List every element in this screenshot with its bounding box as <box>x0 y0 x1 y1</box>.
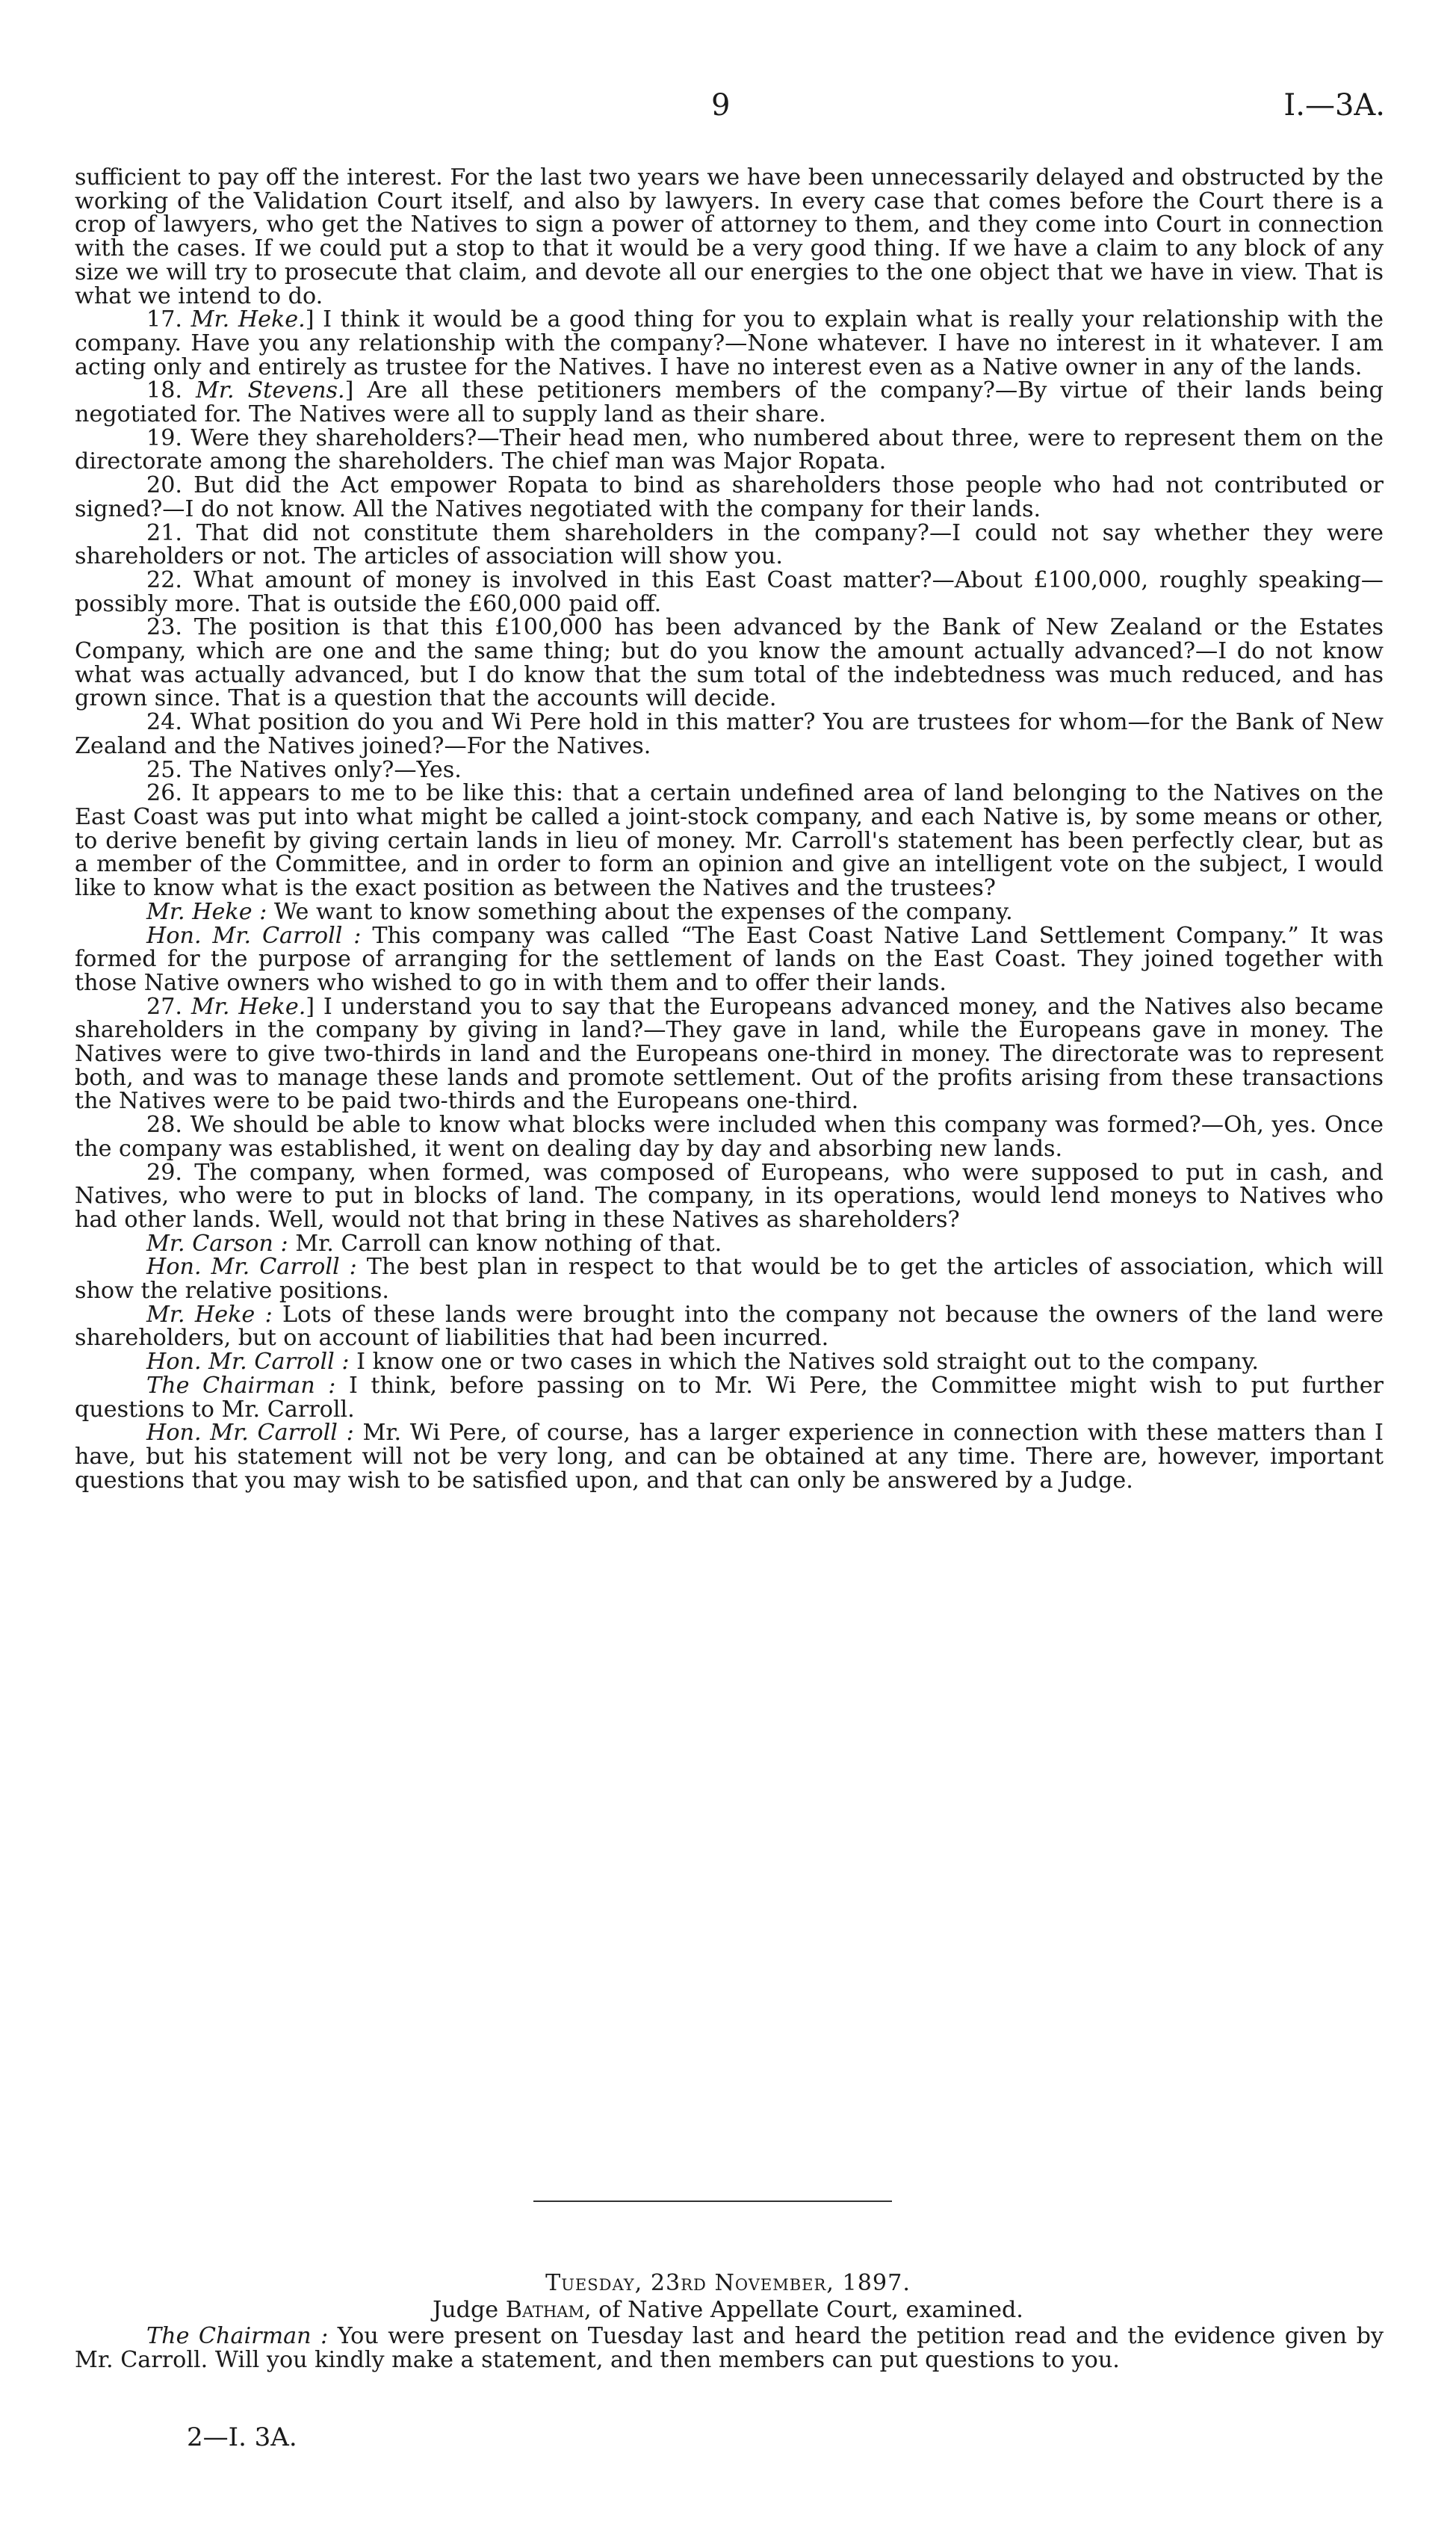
paragraph: Mr. Heke : We want to know something about the expenses of the company. <box>146 898 1013 925</box>
speaker-name: Mr. Stevens. <box>195 377 345 404</box>
paragraph: Hon. Mr. Carroll : Mr. Wi Pere, of course, has a larger experience in connection with these matters than I have, but his statement will not be very long, and can be obtained at any time. There are, however, important questions that you may wish to be satisfied upon, and that can only be answered by a Judge. <box>75 1420 1384 1494</box>
witness-heading: Judge Batham, of Native Appellate Court, examined. <box>433 2297 1023 2323</box>
paragraph: Hon. Mr. Carroll : This company was called “The East Coast Native Land Settlement Company.” It was formed for the purpose of arranging for the settlement of lands on the East Coast. They joined together with those Native owners who wished to go in with them and to offer their lands. <box>75 922 1384 996</box>
speaker-name: Mr. Heke. <box>190 993 306 1020</box>
speaker-name: Hon. Mr. Carroll : <box>146 1420 354 1447</box>
paragraph: 22. What amount of money is involved in this East Coast matter?—About £100,000, roughly speaking—possibly more. That is outside the £60,000 paid off. <box>75 566 1384 617</box>
paragraph: 20. But did the Act empower Ropata to bind as shareholders those people who had not contributed or signed?—I do not know. All the Natives negotiated with the company for their lands. <box>75 472 1384 522</box>
speaker-name: Mr. Heke : <box>146 898 267 925</box>
paragraph: 19. Were they shareholders?—Their head men, who numbered about three, were to represent them on the directorate among the shareholders. The chief man was Major Ropata. <box>75 424 1384 475</box>
paragraph: 27. Mr. Heke.] I understand you to say that the Europeans advanced money, and the Natives also became shareholders in the company by giving in land?—They gave in land, while the Europeans gave in money. The Natives were to give two-thirds in land and the Europeans one-third in money. The directorate was to represent both, and was to manage these lands and promote settlement. Out of the profits arising from these transactions the Natives were to be paid two-thirds and the Europeans one-third. <box>75 993 1384 1115</box>
paragraph: 28. We should be able to know what blocks were included when this company was formed?—Oh, yes. Once the company was established, it went on dealing day by day and absorbing new lands. <box>75 1112 1384 1162</box>
paragraph: Mr. Carson : Mr. Carroll can know nothing of that. <box>146 1230 722 1257</box>
signature-mark: 2—I. 3A. <box>187 2422 297 2452</box>
paragraph: 29. The company, when formed, was composed of Europeans, who were supposed to put in cash, and Natives, who were to put in blocks of land. The company, in its operations, would lend moneys to Natives who had other lands. Well, would not that bring in these Natives as shareholders? <box>75 1159 1384 1233</box>
paragraph: The Chairman : You were present on Tuesday last and heard the petition read and the evidence given by Mr. Carroll. Will you kindly make a statement, and then members can put questions to you. <box>75 2323 1384 2373</box>
document-reference: I.—3A. <box>1283 88 1385 123</box>
paragraph: Hon. Mr. Carroll : I know one or two cases in which the Natives sold straight out to the company. <box>146 1349 1260 1376</box>
paragraph: Hon. Mr. Carroll : The best plan in respect to that would be to get the articles of association, which will show the relative positions. <box>75 1254 1384 1305</box>
paragraph: Mr. Heke : Lots of these lands were brought into the company not because the owners of the land were shareholders, but on account of liabilities that had been incurred. <box>75 1301 1384 1352</box>
page-header <box>0 88 1456 133</box>
speaker-name: Hon. Mr. Carroll : <box>146 1349 350 1376</box>
speaker-name: Hon. Mr. Carroll : <box>146 1254 357 1281</box>
witness-name: Batham <box>505 2297 584 2323</box>
sitting-date-heading: Tuesday, 23rd November, 1897. <box>545 2270 911 2296</box>
page-number: 9 <box>711 88 731 123</box>
evidence-body <box>75 166 1384 1492</box>
paragraph: 18. Mr. Stevens.] Are all these petitioners members of the company?—By virtue of their lands being negotiated for. The Natives were all to supply land as their share. <box>75 377 1384 428</box>
paragraph: 17. Mr. Heke.] I think it would be a good thing for you to explain what is really your relationship with the company. Have you any relationship with the company?—None whatever. I have no interest in it whatever. I am acting only and entirely as trustee for the Natives. I have no interest even as a Native owner in any of the lands. <box>75 306 1384 380</box>
paragraph: sufficient to pay off the interest. For the last two years we have been unnecessarily delayed and obstructed by the working of the Validation Court itself, and also by lawyers. In every case that comes before the Court there is a crop of lawyers, who get the Natives to sign a power of attorney to them, and they come into Court in connection with the cases. If we could put a stop to that it would be a very good thing. If we have a claim to any block of any size we will try to prosecute that claim, and devote all our energies to the one object that we have in view. That is what we intend to do. <box>75 164 1384 309</box>
paragraph: 23. The position is that this £100,000 has been advanced by the Bank of New Zealand or the Estates Company, which are one and the same thing; but do you know the amount actually advanced?—I do not know what was actually advanced, but I do know that the sum total of the indebtedness was much reduced, and has grown since. That is a question that the accounts will decide. <box>75 614 1384 712</box>
speaker-name: Mr. Heke : <box>146 1301 273 1328</box>
paragraph: 21. That did not constitute them shareholders in the company?—I could not say whether they were shareholders or not. The articles of association will show you. <box>75 519 1384 570</box>
paragraph: 26. It appears to me to be like this: that a certain undefined area of land belonging to the Natives on the East Coast was put into what might be called a joint-stock company, and each Native is, by some means or other, to derive benefit by giving certain lands in lieu of money. Mr. Carroll's statement has been perfectly clear, but as a member of the Committee, and in order to form an opinion and give an intelligent vote on the subject, I would like to know what is the exact position as between the Natives and the trustees? <box>75 780 1384 902</box>
paragraph: The Chairman : I think, before passing on to Mr. Wi Pere, the Committee might wish to put further questions to Mr. Carroll. <box>75 1372 1384 1423</box>
paragraph: 25. The Natives only?—Yes. <box>146 756 462 783</box>
speaker-name: Mr. Heke. <box>190 306 306 333</box>
speaker-name: The Chairman : <box>146 1372 336 1399</box>
paragraph: 24. What position do you and Wi Pere hold in this matter? You are trustees for whom—for the Bank of New Zealand and the Natives joined?—For the Natives. <box>75 709 1384 759</box>
speaker-name: Mr. Carson : <box>146 1230 288 1257</box>
speaker-name: Hon. Mr. Carroll : <box>146 922 362 949</box>
section-divider <box>533 2200 892 2202</box>
speaker-name: The Chairman : <box>146 2323 329 2349</box>
examination-body <box>75 2325 1384 2372</box>
